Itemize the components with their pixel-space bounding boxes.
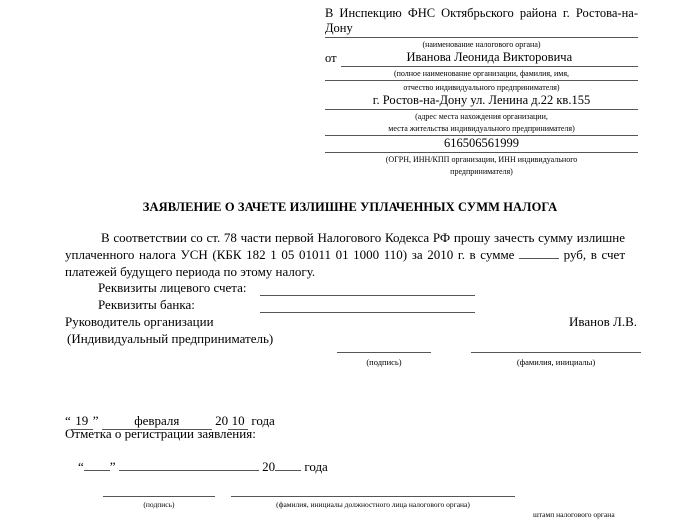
amount-field[interactable] xyxy=(519,258,559,259)
personal-account-field[interactable] xyxy=(260,282,475,296)
inn-caption-line2: предпринимателя) xyxy=(450,167,513,176)
signature-area xyxy=(0,352,700,382)
kbk-value[interactable]: 182 1 05 01011 01 1000 110 xyxy=(246,247,403,262)
inn-field[interactable]: 616506561999 xyxy=(325,136,638,153)
reg-year-field[interactable] xyxy=(275,470,301,471)
applicant-caption-line1: (полное наименование организации, фамилия, имя, xyxy=(325,67,638,81)
reg-quote-open: “ xyxy=(78,459,84,474)
address-caption-line2: места жительства индивидуального предпринимателя) xyxy=(325,122,638,136)
individual-entrepreneur-label: (Индивидуальный предприниматель) xyxy=(67,331,274,346)
bank-details-label: Реквизиты банка: xyxy=(98,297,195,312)
full-name-caption: (фамилия, инициалы) xyxy=(516,357,596,367)
date-year-field[interactable]: 10 xyxy=(228,412,248,430)
date-quote-close: ” xyxy=(92,413,99,428)
addressee-header xyxy=(325,6,638,177)
personal-account-label: Реквизиты лицевого счета: xyxy=(98,280,247,295)
address-caption-line1: (адрес места нахождения организации, xyxy=(415,112,548,121)
requisites-block xyxy=(65,279,640,347)
applicant-address-field[interactable]: г. Ростов-на-Дону ул. Ленина д.22 кв.155 xyxy=(325,93,638,110)
statement-text-part1: В соответствии со ст. 78 части первой Налогового Кодекса РФ прошу зачесть сумму излишне уплаченного налога УСН (КБК xyxy=(65,230,625,262)
reg-year-word: года xyxy=(304,459,328,474)
inn-caption-line1: (ОГРН, ИНН/КПП организации, ИНН индивидуального xyxy=(385,155,578,164)
reg-day-field[interactable] xyxy=(84,470,110,471)
statement-paragraph xyxy=(65,229,625,280)
from-label: от xyxy=(325,51,337,65)
footer-signature-caption: (подпись) xyxy=(143,500,175,509)
statement-text-part4: руб, в счет платежей будущего периода по этому налогу. xyxy=(65,247,626,279)
signature-slot xyxy=(337,352,431,368)
registration-date-row xyxy=(78,458,328,475)
registration-mark-label: Отметка о регистрации заявления: xyxy=(65,426,256,441)
head-of-organization-row xyxy=(65,313,640,330)
applicant-caption-line2: отчество индивидуального предпринимателя) xyxy=(403,83,560,92)
tax-year-value[interactable]: 2010 xyxy=(427,247,454,262)
reg-year-prefix: 20 xyxy=(262,459,276,474)
tax-office-stamp-caption: штамп налогового органа xyxy=(533,510,615,519)
footer-official-caption: (фамилия, инициалы должностного лица налогового органа) xyxy=(276,500,470,509)
head-of-organization-name: Иванов Л.В. xyxy=(569,314,637,329)
date-day-field[interactable]: 19 xyxy=(71,412,93,430)
page-title: ЗАЯВЛЕНИЕ О ЗАЧЕТЕ ИЗЛИШНЕ УПЛАЧЕННЫХ СУММ НАЛОГА xyxy=(142,200,558,214)
bank-details-field[interactable] xyxy=(260,299,475,313)
applicant-row xyxy=(325,50,638,67)
date-year-word: года xyxy=(251,413,275,428)
footer-signature-slot xyxy=(103,496,215,510)
tax-office-caption: (наименование налогового органа) xyxy=(422,40,541,49)
reg-month-field[interactable] xyxy=(119,470,259,471)
statement-text-part3: г. в сумме xyxy=(453,247,520,262)
head-of-organization-label: Руководитель организации xyxy=(65,314,214,329)
reg-quote-close: ” xyxy=(109,459,116,474)
footer-official-slot xyxy=(231,496,515,510)
personal-account-row xyxy=(65,279,640,296)
tax-office-field[interactable]: В Инспекцию ФНС Октябрьского района г. Ростова-на-Дону xyxy=(325,6,638,38)
applicant-name-field[interactable]: Иванова Леонида Викторовича xyxy=(341,50,638,67)
statement-text-part2: ) за xyxy=(402,247,428,262)
bank-details-row xyxy=(65,296,640,313)
full-name-slot xyxy=(471,352,641,368)
date-quote-open: “ xyxy=(65,413,71,428)
date-month-field[interactable]: февраля xyxy=(102,412,212,430)
signature-caption: (подпись) xyxy=(366,357,402,367)
date-year-prefix: 20 xyxy=(215,413,229,428)
